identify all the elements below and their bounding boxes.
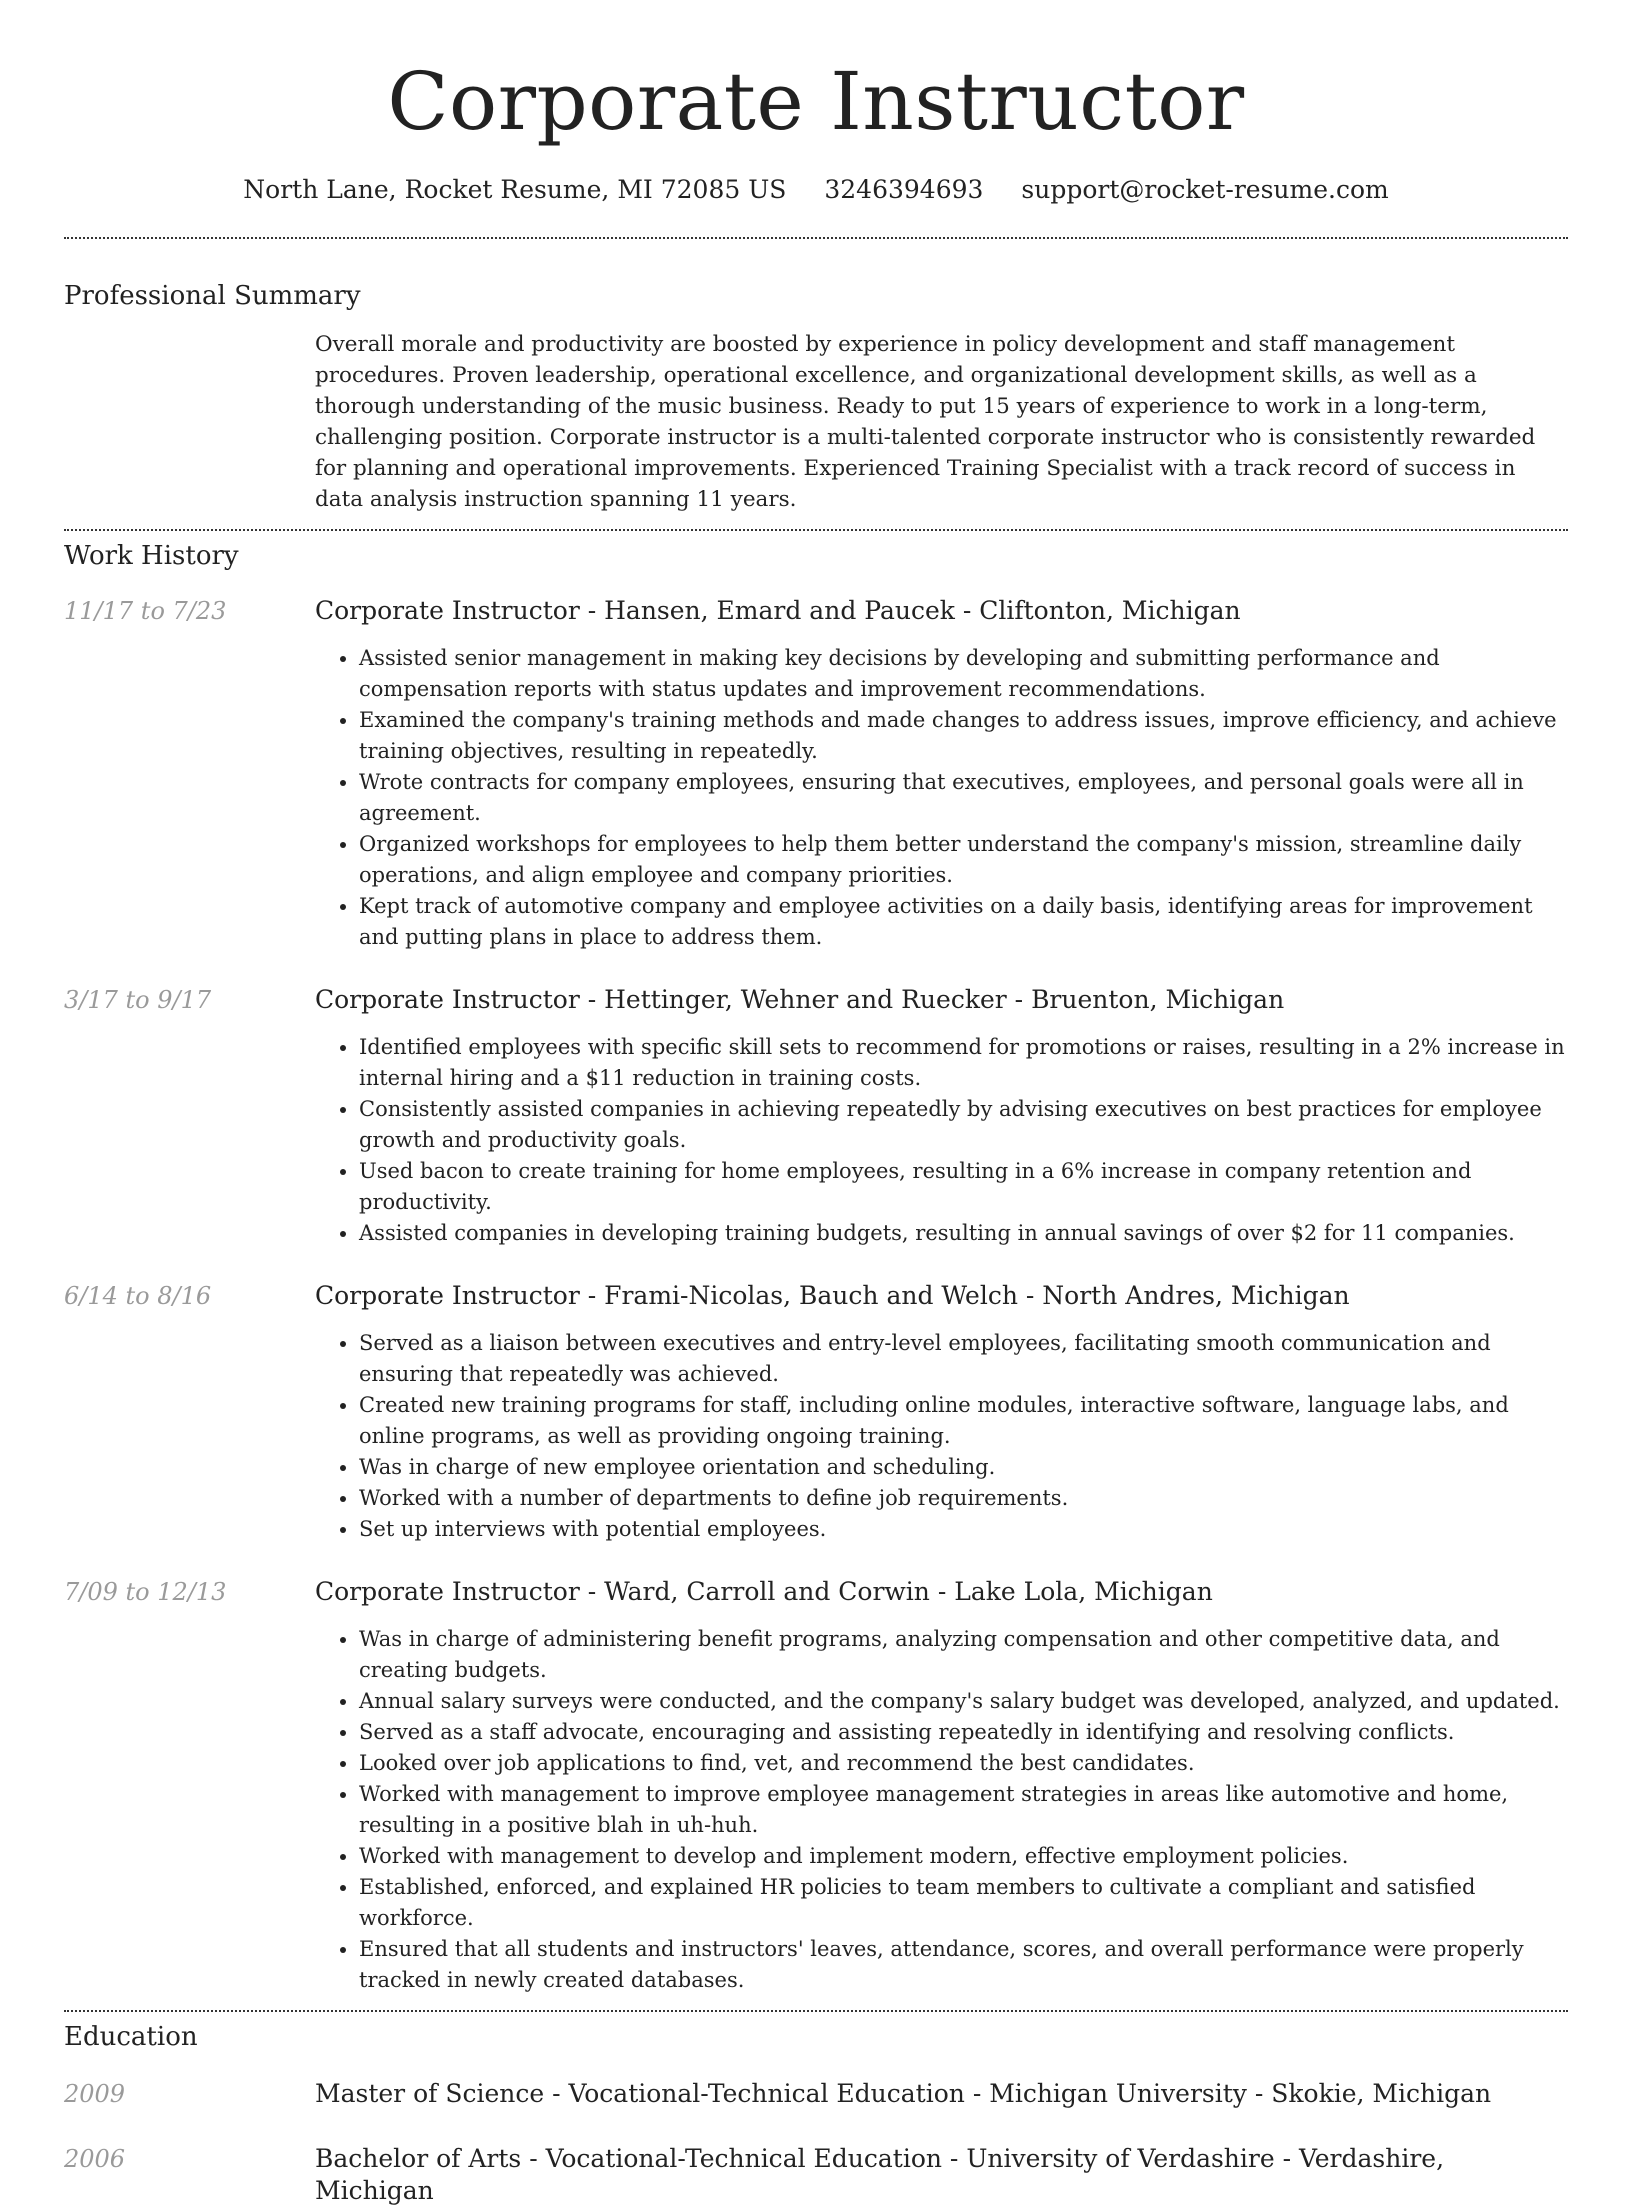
education-year: 2009	[64, 2080, 126, 2108]
summary-heading: Professional Summary	[64, 281, 361, 311]
job-bullet: • Worked with management to improve employee management strategies in areas like automotive and home, resulting in a positive blah in uh-huh.	[359, 1779, 1568, 1841]
job-title: Corporate Instructor - Hansen, Emard and Paucek - Cliftonton, Michigan	[315, 596, 1241, 625]
education-body	[315, 2078, 1568, 2110]
education-heading: Education	[64, 2022, 198, 2052]
education-body	[315, 2143, 1568, 2207]
job-bullet: • Identified employees with specific skill sets to recommend for promotions or raises, resulting in a 2% increase in internal hiring and a $11 reduction in training costs.	[359, 1032, 1568, 1094]
job-bullet: • Served as a liaison between executives and entry-level employees, facilitating smooth communication and ensuring that repeatedly was achieved.	[359, 1328, 1568, 1390]
job-bullet: • Used bacon to create training for home employees, resulting in a 6% increase in company retention and productivity.	[359, 1156, 1568, 1218]
contact-address: North Lane, Rocket Resume, MI 72085 US	[243, 175, 787, 204]
job-dates: 11/17 to 7/23	[64, 597, 227, 625]
job-bullet: • Ensured that all students and instructors' leaves, attendance, scores, and overall performance were properly tracked in newly created databases.	[359, 1934, 1568, 1996]
job-bullet: • Worked with management to develop and implement modern, effective employment policies.	[359, 1841, 1568, 1872]
education-year: 2006	[64, 2145, 126, 2173]
contact-phone: 3246394693	[824, 175, 984, 204]
contact-line	[64, 174, 1568, 206]
job-dates: 6/14 to 8/16	[64, 1282, 212, 1310]
summary-text: Overall morale and productivity are boosted by experience in policy development and staff management procedures. Proven leadership, operational excellence, and organizational development skills, as well as a thorough understanding of the music business. Ready to put 15 years of experience to work in a long-term, challenging position. Corporate instructor is a multi-talented corporate instructor who is consistently rewarded for planning and operational improvements. Experienced Training Specialist with a track record of success in data analysis instruction spanning 11 years.	[315, 332, 1536, 512]
work-history-section	[64, 539, 1568, 1996]
job-bullet: • Assisted senior management in making key decisions by developing and submitting performance and compensation reports with status updates and improvement recommendations.	[359, 643, 1568, 705]
education-section	[64, 2020, 1568, 2207]
education-entry	[64, 2143, 1568, 2207]
job-bullets	[315, 1328, 1568, 1545]
section-divider	[64, 237, 1568, 239]
job-entry	[64, 1280, 1568, 1545]
resume-title: Corporate Instructor	[387, 55, 1245, 148]
job-bullets	[315, 643, 1568, 953]
job-body	[315, 1280, 1568, 1545]
job-bullet: • Established, enforced, and explained HR policies to team members to cultivate a compliant and satisfied workforce.	[359, 1872, 1568, 1934]
job-dates: 7/09 to 12/13	[64, 1578, 227, 1606]
education-title: Bachelor of Arts - Vocational-Technical Education - University of Verdashire - Verdashire, Michigan	[315, 2144, 1445, 2205]
work-history-heading: Work History	[64, 541, 239, 571]
job-dates: 3/17 to 9/17	[64, 986, 212, 1014]
job-bullet: • Created new training programs for staff, including online modules, interactive software, language labs, and online programs, as well as providing ongoing training.	[359, 1390, 1568, 1452]
job-entry	[64, 1576, 1568, 1996]
job-bullet: • Consistently assisted companies in achieving repeatedly by advising executives on best practices for employee growth and productivity goals.	[359, 1094, 1568, 1156]
job-bullet: • Was in charge of new employee orientation and scheduling.	[359, 1452, 1568, 1483]
job-title: Corporate Instructor - Hettinger, Wehner and Ruecker - Bruenton, Michigan	[315, 985, 1285, 1014]
job-bullet: • Was in charge of administering benefit programs, analyzing compensation and other competitive data, and creating budgets.	[359, 1624, 1568, 1686]
job-bullets	[315, 1032, 1568, 1249]
job-bullets	[315, 1624, 1568, 1996]
job-title: Corporate Instructor - Frami-Nicolas, Bauch and Welch - North Andres, Michigan	[315, 1281, 1350, 1310]
job-bullet: • Wrote contracts for company employees, ensuring that executives, employees, and personal goals were all in agreement.	[359, 767, 1568, 829]
job-bullet: • Kept track of automotive company and employee activities on a daily basis, identifying areas for improvement and putting plans in place to address them.	[359, 891, 1568, 953]
job-bullet: • Examined the company's training methods and made changes to address issues, improve efficiency, and achieve training objectives, resulting in repeatedly.	[359, 705, 1568, 767]
job-body	[315, 1576, 1568, 1996]
job-entry	[64, 595, 1568, 953]
job-bullet: • Worked with a number of departments to define job requirements.	[359, 1483, 1568, 1514]
education-entry	[64, 2078, 1568, 2110]
summary-section	[64, 279, 1568, 515]
section-divider	[64, 529, 1568, 531]
job-bullet: • Assisted companies in developing training budgets, resulting in annual savings of over $2 for 11 companies.	[359, 1218, 1568, 1249]
job-title: Corporate Instructor - Ward, Carroll and Corwin - Lake Lola, Michigan	[315, 1577, 1213, 1606]
job-bullet: • Organized workshops for employees to help them better understand the company's mission, streamline daily operations, and align employee and company priorities.	[359, 829, 1568, 891]
job-bullet: • Set up interviews with potential employees.	[359, 1514, 1568, 1545]
job-body	[315, 984, 1568, 1249]
contact-email: support@rocket-resume.com	[1021, 175, 1389, 204]
job-bullet: • Annual salary surveys were conducted, and the company's salary budget was developed, analyzed, and updated.	[359, 1686, 1568, 1717]
job-entry	[64, 984, 1568, 1249]
job-body	[315, 595, 1568, 953]
job-bullet: • Served as a staff advocate, encouraging and assisting repeatedly in identifying and resolving conflicts.	[359, 1717, 1568, 1748]
resume-page	[64, 0, 1568, 2205]
education-title: Master of Science - Vocational-Technical Education - Michigan University - Skokie, Michigan	[315, 2079, 1492, 2108]
section-divider	[64, 2010, 1568, 2012]
job-bullet: • Looked over job applications to find, vet, and recommend the best candidates.	[359, 1748, 1568, 1779]
